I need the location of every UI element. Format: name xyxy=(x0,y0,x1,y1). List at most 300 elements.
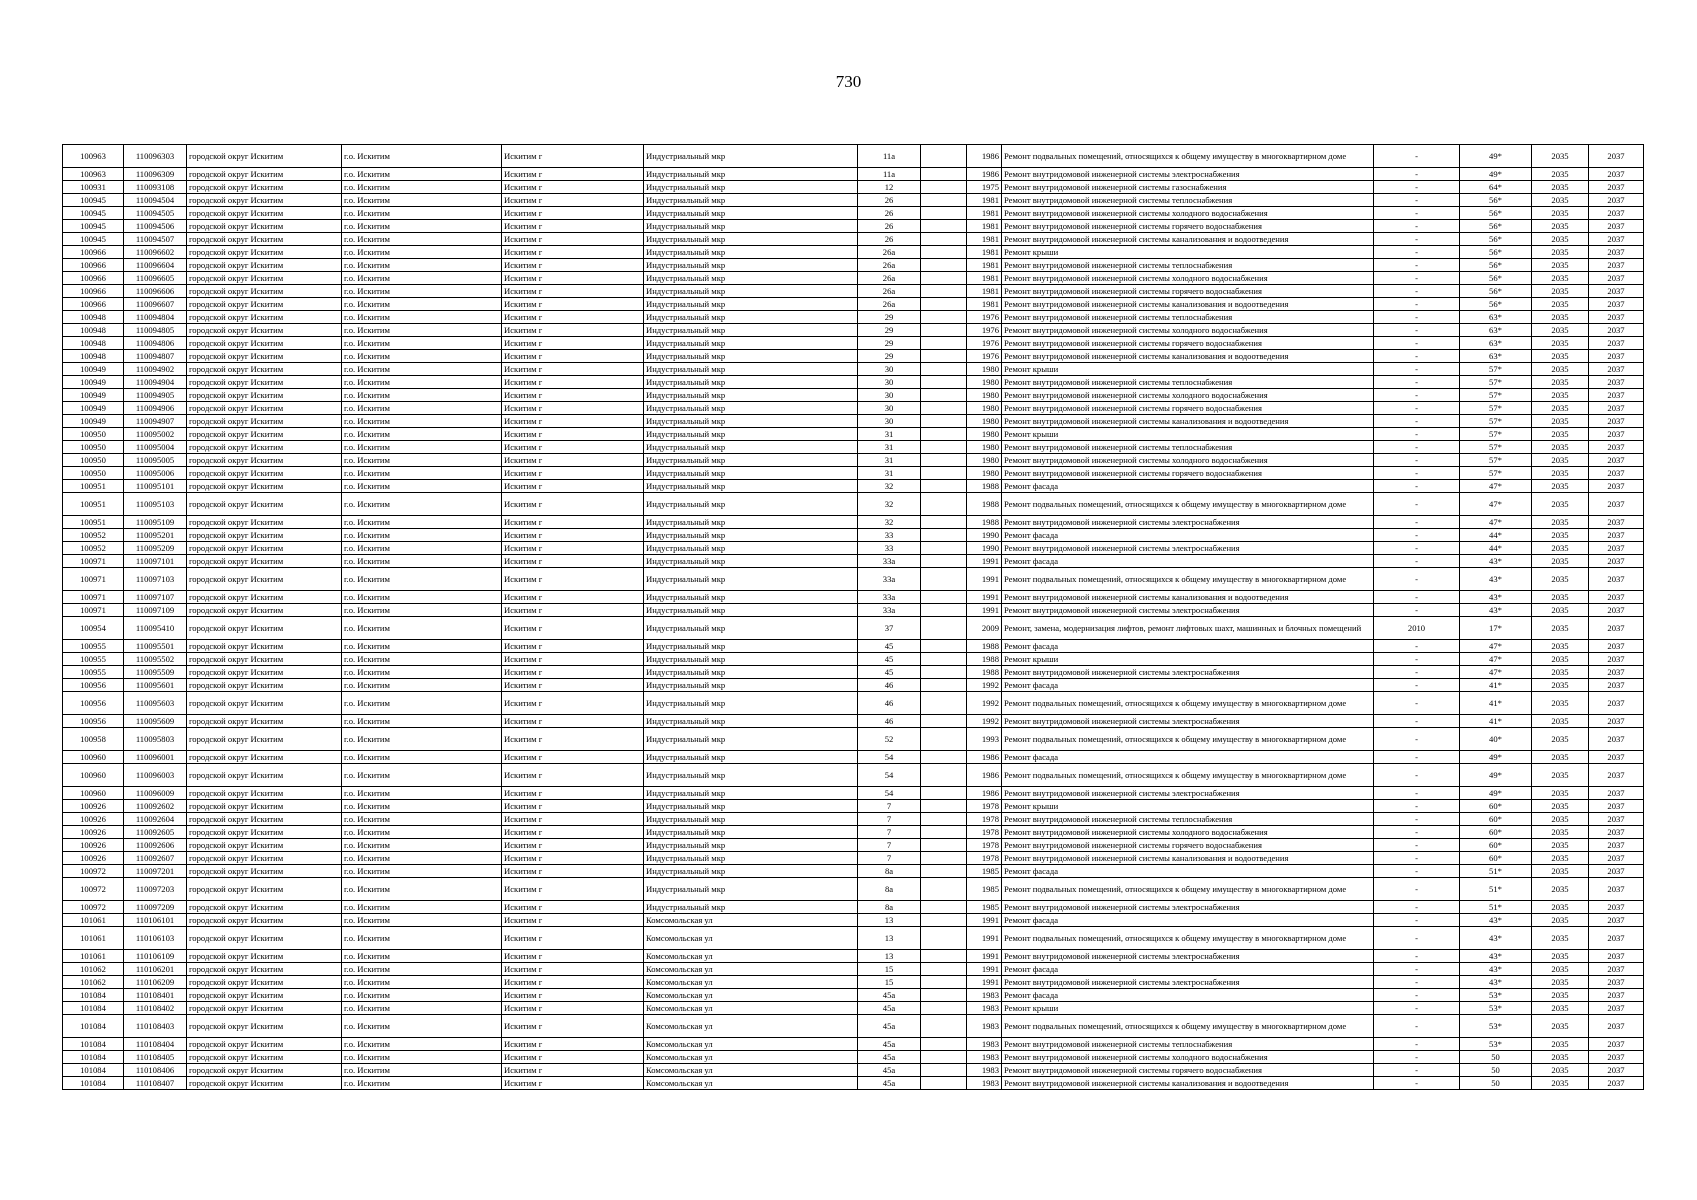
house-number-cell: 13 xyxy=(858,927,921,950)
municipality-cell: г.о. Искитим xyxy=(342,246,502,259)
plan-start-cell: 2035 xyxy=(1532,233,1589,246)
house-id-cell: 100951 xyxy=(63,516,124,529)
wear-cell: 57* xyxy=(1460,376,1532,389)
work-id-cell: 110095803 xyxy=(124,728,187,751)
municipality-cell: г.о. Искитим xyxy=(342,653,502,666)
table-row xyxy=(63,467,1644,480)
building-cell xyxy=(921,389,967,402)
municipality-cell: г.о. Искитим xyxy=(342,415,502,428)
plan-start-cell: 2035 xyxy=(1532,516,1589,529)
plan-end-cell: 2037 xyxy=(1589,715,1644,728)
plan-start-cell: 2035 xyxy=(1532,692,1589,715)
plan-start-cell: 2035 xyxy=(1532,441,1589,454)
municipality-cell: г.о. Искитим xyxy=(342,787,502,800)
table-row xyxy=(63,976,1644,989)
wear-cell: 53* xyxy=(1460,1015,1532,1038)
house-number-cell: 46 xyxy=(858,692,921,715)
work-id-cell: 110095502 xyxy=(124,653,187,666)
plan-start-cell: 2035 xyxy=(1532,728,1589,751)
wear-cell: 49* xyxy=(1460,168,1532,181)
work-id-cell: 110094506 xyxy=(124,220,187,233)
work-id-cell: 110108406 xyxy=(124,1064,187,1077)
building-cell xyxy=(921,1077,967,1090)
year-built-cell: 1991 xyxy=(967,568,1002,591)
year-built-cell: 1980 xyxy=(967,415,1002,428)
building-cell xyxy=(921,516,967,529)
building-cell xyxy=(921,337,967,350)
house-id-cell: 100958 xyxy=(63,728,124,751)
house-id-cell: 100945 xyxy=(63,207,124,220)
last-repair-year-cell: - xyxy=(1374,852,1460,865)
plan-end-cell: 2037 xyxy=(1589,617,1644,640)
municipality-cell: г.о. Искитим xyxy=(342,692,502,715)
work-id-cell: 110096003 xyxy=(124,764,187,787)
municipality-cell: г.о. Искитим xyxy=(342,852,502,865)
street-cell: Индустриальный мкр xyxy=(644,145,858,168)
work-id-cell: 110096602 xyxy=(124,246,187,259)
work-type-cell: Ремонт фасада xyxy=(1002,963,1374,976)
table-row xyxy=(63,653,1644,666)
settlement-cell: Искитим г xyxy=(502,493,644,516)
building-cell xyxy=(921,963,967,976)
plan-start-cell: 2035 xyxy=(1532,1077,1589,1090)
work-type-cell: Ремонт фасада xyxy=(1002,480,1374,493)
year-built-cell: 1988 xyxy=(967,493,1002,516)
street-cell: Комсомольская ул xyxy=(644,1077,858,1090)
district-cell: городской округ Искитим xyxy=(187,1077,342,1090)
plan-end-cell: 2037 xyxy=(1589,839,1644,852)
building-cell xyxy=(921,233,967,246)
work-type-cell: Ремонт внутридомовой инженерной системы горячего водоснабжения xyxy=(1002,402,1374,415)
last-repair-year-cell: 2010 xyxy=(1374,617,1460,640)
street-cell: Комсомольская ул xyxy=(644,1051,858,1064)
wear-cell: 43* xyxy=(1460,927,1532,950)
building-cell xyxy=(921,207,967,220)
district-cell: городской округ Искитим xyxy=(187,666,342,679)
house-id-cell: 101062 xyxy=(63,976,124,989)
last-repair-year-cell: - xyxy=(1374,337,1460,350)
district-cell: городской округ Искитим xyxy=(187,207,342,220)
street-cell: Индустриальный мкр xyxy=(644,181,858,194)
house-number-cell: 29 xyxy=(858,324,921,337)
street-cell: Индустриальный мкр xyxy=(644,516,858,529)
building-cell xyxy=(921,324,967,337)
year-built-cell: 1980 xyxy=(967,402,1002,415)
year-built-cell: 1986 xyxy=(967,764,1002,787)
table-row xyxy=(63,839,1644,852)
table-row xyxy=(63,311,1644,324)
plan-end-cell: 2037 xyxy=(1589,350,1644,363)
settlement-cell: Искитим г xyxy=(502,428,644,441)
building-cell xyxy=(921,568,967,591)
house-id-cell: 101084 xyxy=(63,1077,124,1090)
building-cell xyxy=(921,839,967,852)
wear-cell: 41* xyxy=(1460,692,1532,715)
work-type-cell: Ремонт подвальных помещений, относящихся к общему имуществу в многоквартирном доме xyxy=(1002,728,1374,751)
wear-cell: 57* xyxy=(1460,454,1532,467)
work-type-cell: Ремонт внутридомовой инженерной системы канализования и водоотведения xyxy=(1002,1077,1374,1090)
municipality-cell: г.о. Искитим xyxy=(342,389,502,402)
year-built-cell: 1980 xyxy=(967,376,1002,389)
table-row xyxy=(63,950,1644,963)
settlement-cell: Искитим г xyxy=(502,454,644,467)
year-built-cell: 1986 xyxy=(967,145,1002,168)
district-cell: городской округ Искитим xyxy=(187,259,342,272)
house-id-cell: 101061 xyxy=(63,927,124,950)
plan-end-cell: 2037 xyxy=(1589,441,1644,454)
wear-cell: 41* xyxy=(1460,715,1532,728)
municipality-cell: г.о. Искитим xyxy=(342,1077,502,1090)
house-id-cell: 100952 xyxy=(63,542,124,555)
municipality-cell: г.о. Искитим xyxy=(342,1002,502,1015)
table-row xyxy=(63,878,1644,901)
house-number-cell: 52 xyxy=(858,728,921,751)
building-cell xyxy=(921,480,967,493)
work-id-cell: 110094507 xyxy=(124,233,187,246)
work-type-cell: Ремонт внутридомовой инженерной системы холодного водоснабжения xyxy=(1002,324,1374,337)
work-id-cell: 110095004 xyxy=(124,441,187,454)
settlement-cell: Искитим г xyxy=(502,1002,644,1015)
plan-start-cell: 2035 xyxy=(1532,480,1589,493)
settlement-cell: Искитим г xyxy=(502,878,644,901)
plan-start-cell: 2035 xyxy=(1532,350,1589,363)
last-repair-year-cell: - xyxy=(1374,1064,1460,1077)
house-id-cell: 100956 xyxy=(63,692,124,715)
building-cell xyxy=(921,194,967,207)
street-cell: Индустриальный мкр xyxy=(644,826,858,839)
wear-cell: 57* xyxy=(1460,363,1532,376)
table-body xyxy=(63,145,1644,1090)
municipality-cell: г.о. Искитим xyxy=(342,542,502,555)
house-id-cell: 100950 xyxy=(63,467,124,480)
table-row xyxy=(63,363,1644,376)
last-repair-year-cell: - xyxy=(1374,640,1460,653)
street-cell: Индустриальный мкр xyxy=(644,454,858,467)
plan-start-cell: 2035 xyxy=(1532,145,1589,168)
year-built-cell: 1978 xyxy=(967,852,1002,865)
municipality-cell: г.о. Искитим xyxy=(342,679,502,692)
table-row xyxy=(63,168,1644,181)
last-repair-year-cell: - xyxy=(1374,350,1460,363)
building-cell xyxy=(921,350,967,363)
house-id-cell: 101061 xyxy=(63,950,124,963)
house-number-cell: 26 xyxy=(858,207,921,220)
house-id-cell: 100971 xyxy=(63,568,124,591)
work-type-cell: Ремонт внутридомовой инженерной системы электроснабжения xyxy=(1002,542,1374,555)
municipality-cell: г.о. Искитим xyxy=(342,1015,502,1038)
plan-start-cell: 2035 xyxy=(1532,604,1589,617)
wear-cell: 47* xyxy=(1460,480,1532,493)
house-id-cell: 101084 xyxy=(63,1064,124,1077)
street-cell: Индустриальный мкр xyxy=(644,568,858,591)
street-cell: Индустриальный мкр xyxy=(644,813,858,826)
settlement-cell: Искитим г xyxy=(502,324,644,337)
municipality-cell: г.о. Искитим xyxy=(342,298,502,311)
building-cell xyxy=(921,751,967,764)
street-cell: Индустриальный мкр xyxy=(644,363,858,376)
building-cell xyxy=(921,529,967,542)
district-cell: городской округ Искитим xyxy=(187,640,342,653)
municipality-cell: г.о. Искитим xyxy=(342,976,502,989)
plan-start-cell: 2035 xyxy=(1532,800,1589,813)
house-id-cell: 101084 xyxy=(63,1002,124,1015)
plan-start-cell: 2035 xyxy=(1532,363,1589,376)
house-id-cell: 100926 xyxy=(63,839,124,852)
house-number-cell: 13 xyxy=(858,914,921,927)
plan-start-cell: 2035 xyxy=(1532,1051,1589,1064)
year-built-cell: 1983 xyxy=(967,1002,1002,1015)
plan-end-cell: 2037 xyxy=(1589,337,1644,350)
plan-end-cell: 2037 xyxy=(1589,285,1644,298)
building-cell xyxy=(921,1002,967,1015)
settlement-cell: Искитим г xyxy=(502,555,644,568)
house-id-cell: 100948 xyxy=(63,350,124,363)
settlement-cell: Искитим г xyxy=(502,246,644,259)
district-cell: городской округ Искитим xyxy=(187,516,342,529)
year-built-cell: 1986 xyxy=(967,787,1002,800)
house-id-cell: 100966 xyxy=(63,246,124,259)
plan-end-cell: 2037 xyxy=(1589,728,1644,751)
work-id-cell: 110095609 xyxy=(124,715,187,728)
table-row xyxy=(63,259,1644,272)
street-cell: Индустриальный мкр xyxy=(644,220,858,233)
municipality-cell: г.о. Искитим xyxy=(342,259,502,272)
last-repair-year-cell: - xyxy=(1374,1002,1460,1015)
table-row xyxy=(63,1051,1644,1064)
district-cell: городской округ Искитим xyxy=(187,272,342,285)
settlement-cell: Искитим г xyxy=(502,168,644,181)
building-cell xyxy=(921,787,967,800)
house-id-cell: 100950 xyxy=(63,441,124,454)
plan-end-cell: 2037 xyxy=(1589,467,1644,480)
work-type-cell: Ремонт внутридомовой инженерной системы теплоснабжения xyxy=(1002,813,1374,826)
year-built-cell: 1991 xyxy=(967,927,1002,950)
street-cell: Индустриальный мкр xyxy=(644,467,858,480)
house-number-cell: 32 xyxy=(858,480,921,493)
plan-end-cell: 2037 xyxy=(1589,324,1644,337)
last-repair-year-cell: - xyxy=(1374,529,1460,542)
municipality-cell: г.о. Искитим xyxy=(342,591,502,604)
street-cell: Индустриальный мкр xyxy=(644,168,858,181)
year-built-cell: 1993 xyxy=(967,728,1002,751)
settlement-cell: Искитим г xyxy=(502,591,644,604)
house-number-cell: 8а xyxy=(858,878,921,901)
year-built-cell: 1988 xyxy=(967,653,1002,666)
district-cell: городской округ Искитим xyxy=(187,1002,342,1015)
work-type-cell: Ремонт внутридомовой инженерной системы электроснабжения xyxy=(1002,516,1374,529)
plan-start-cell: 2035 xyxy=(1532,1002,1589,1015)
work-type-cell: Ремонт крыши xyxy=(1002,1002,1374,1015)
building-cell xyxy=(921,764,967,787)
work-type-cell: Ремонт внутридомовой инженерной системы холодного водоснабжения xyxy=(1002,207,1374,220)
wear-cell: 50 xyxy=(1460,1064,1532,1077)
table-row xyxy=(63,220,1644,233)
district-cell: городской округ Искитим xyxy=(187,800,342,813)
building-cell xyxy=(921,989,967,1002)
house-id-cell: 100963 xyxy=(63,168,124,181)
settlement-cell: Искитим г xyxy=(502,194,644,207)
street-cell: Комсомольская ул xyxy=(644,1015,858,1038)
wear-cell: 47* xyxy=(1460,516,1532,529)
settlement-cell: Искитим г xyxy=(502,715,644,728)
work-id-cell: 110106109 xyxy=(124,950,187,963)
table-row xyxy=(63,480,1644,493)
building-cell xyxy=(921,272,967,285)
house-id-cell: 100955 xyxy=(63,653,124,666)
year-built-cell: 1980 xyxy=(967,454,1002,467)
year-built-cell: 1988 xyxy=(967,666,1002,679)
wear-cell: 53* xyxy=(1460,1002,1532,1015)
building-cell xyxy=(921,1051,967,1064)
year-built-cell: 1976 xyxy=(967,324,1002,337)
settlement-cell: Искитим г xyxy=(502,220,644,233)
table-row xyxy=(63,728,1644,751)
wear-cell: 50 xyxy=(1460,1077,1532,1090)
wear-cell: 53* xyxy=(1460,1038,1532,1051)
district-cell: городской округ Искитим xyxy=(187,914,342,927)
last-repair-year-cell: - xyxy=(1374,728,1460,751)
wear-cell: 57* xyxy=(1460,467,1532,480)
plan-end-cell: 2037 xyxy=(1589,298,1644,311)
table-row xyxy=(63,604,1644,617)
work-type-cell: Ремонт крыши xyxy=(1002,246,1374,259)
municipality-cell: г.о. Искитим xyxy=(342,751,502,764)
street-cell: Комсомольская ул xyxy=(644,989,858,1002)
work-id-cell: 110095410 xyxy=(124,617,187,640)
work-id-cell: 110092606 xyxy=(124,839,187,852)
house-number-cell: 7 xyxy=(858,839,921,852)
plan-end-cell: 2037 xyxy=(1589,376,1644,389)
year-built-cell: 1981 xyxy=(967,233,1002,246)
plan-end-cell: 2037 xyxy=(1589,976,1644,989)
table-row xyxy=(63,666,1644,679)
house-number-cell: 13 xyxy=(858,950,921,963)
district-cell: городской округ Искитим xyxy=(187,839,342,852)
settlement-cell: Искитим г xyxy=(502,839,644,852)
street-cell: Индустриальный мкр xyxy=(644,640,858,653)
house-number-cell: 45 xyxy=(858,653,921,666)
house-number-cell: 54 xyxy=(858,751,921,764)
last-repair-year-cell: - xyxy=(1374,787,1460,800)
street-cell: Индустриальный мкр xyxy=(644,715,858,728)
table-row xyxy=(63,679,1644,692)
building-cell xyxy=(921,1015,967,1038)
settlement-cell: Искитим г xyxy=(502,692,644,715)
district-cell: городской округ Искитим xyxy=(187,428,342,441)
last-repair-year-cell: - xyxy=(1374,692,1460,715)
plan-end-cell: 2037 xyxy=(1589,666,1644,679)
table-row xyxy=(63,591,1644,604)
district-cell: городской округ Искитим xyxy=(187,285,342,298)
wear-cell: 49* xyxy=(1460,145,1532,168)
building-cell xyxy=(921,617,967,640)
house-id-cell: 100971 xyxy=(63,604,124,617)
building-cell xyxy=(921,878,967,901)
last-repair-year-cell: - xyxy=(1374,298,1460,311)
table-row xyxy=(63,272,1644,285)
street-cell: Индустриальный мкр xyxy=(644,555,858,568)
house-number-cell: 32 xyxy=(858,516,921,529)
municipality-cell: г.о. Искитим xyxy=(342,285,502,298)
year-built-cell: 1980 xyxy=(967,389,1002,402)
work-id-cell: 110094804 xyxy=(124,311,187,324)
wear-cell: 60* xyxy=(1460,852,1532,865)
work-type-cell: Ремонт внутридомовой инженерной системы теплоснабжения xyxy=(1002,1038,1374,1051)
municipality-cell: г.о. Искитим xyxy=(342,145,502,168)
work-id-cell: 110094904 xyxy=(124,376,187,389)
work-type-cell: Ремонт, замена, модернизация лифтов, ремонт лифтовых шахт, машинных и блочных помещений xyxy=(1002,617,1374,640)
last-repair-year-cell: - xyxy=(1374,233,1460,246)
work-id-cell: 110094906 xyxy=(124,402,187,415)
work-type-cell: Ремонт крыши xyxy=(1002,800,1374,813)
plan-start-cell: 2035 xyxy=(1532,989,1589,1002)
plan-end-cell: 2037 xyxy=(1589,272,1644,285)
district-cell: городской округ Искитим xyxy=(187,617,342,640)
street-cell: Индустриальный мкр xyxy=(644,764,858,787)
year-built-cell: 1983 xyxy=(967,1051,1002,1064)
street-cell: Индустриальный мкр xyxy=(644,402,858,415)
plan-start-cell: 2035 xyxy=(1532,901,1589,914)
settlement-cell: Искитим г xyxy=(502,927,644,950)
plan-end-cell: 2037 xyxy=(1589,813,1644,826)
plan-end-cell: 2037 xyxy=(1589,1002,1644,1015)
district-cell: городской округ Искитим xyxy=(187,311,342,324)
table-row xyxy=(63,194,1644,207)
street-cell: Индустриальный мкр xyxy=(644,441,858,454)
work-type-cell: Ремонт внутридомовой инженерной системы электроснабжения xyxy=(1002,604,1374,617)
building-cell xyxy=(921,950,967,963)
municipality-cell: г.о. Искитим xyxy=(342,914,502,927)
plan-end-cell: 2037 xyxy=(1589,989,1644,1002)
street-cell: Индустриальный мкр xyxy=(644,728,858,751)
house-id-cell: 101084 xyxy=(63,1015,124,1038)
street-cell: Индустриальный мкр xyxy=(644,415,858,428)
street-cell: Индустриальный мкр xyxy=(644,285,858,298)
work-id-cell: 110097203 xyxy=(124,878,187,901)
wear-cell: 56* xyxy=(1460,207,1532,220)
wear-cell: 57* xyxy=(1460,415,1532,428)
table-row xyxy=(63,963,1644,976)
street-cell: Комсомольская ул xyxy=(644,914,858,927)
house-id-cell: 100954 xyxy=(63,617,124,640)
plan-start-cell: 2035 xyxy=(1532,852,1589,865)
house-id-cell: 100956 xyxy=(63,715,124,728)
district-cell: городской округ Искитим xyxy=(187,542,342,555)
house-id-cell: 101061 xyxy=(63,914,124,927)
street-cell: Индустриальный мкр xyxy=(644,259,858,272)
house-number-cell: 11а xyxy=(858,168,921,181)
year-built-cell: 1981 xyxy=(967,259,1002,272)
plan-end-cell: 2037 xyxy=(1589,363,1644,376)
district-cell: городской округ Искитим xyxy=(187,233,342,246)
plan-end-cell: 2037 xyxy=(1589,604,1644,617)
building-cell xyxy=(921,454,967,467)
district-cell: городской округ Искитим xyxy=(187,692,342,715)
work-id-cell: 110092602 xyxy=(124,800,187,813)
work-type-cell: Ремонт внутридомовой инженерной системы канализования и водоотведения xyxy=(1002,298,1374,311)
last-repair-year-cell: - xyxy=(1374,963,1460,976)
house-number-cell: 26а xyxy=(858,285,921,298)
municipality-cell: г.о. Искитим xyxy=(342,1064,502,1077)
building-cell xyxy=(921,402,967,415)
work-id-cell: 110094807 xyxy=(124,350,187,363)
table-row xyxy=(63,1015,1644,1038)
wear-cell: 57* xyxy=(1460,389,1532,402)
building-cell xyxy=(921,826,967,839)
house-number-cell: 45 xyxy=(858,666,921,679)
plan-start-cell: 2035 xyxy=(1532,181,1589,194)
building-cell xyxy=(921,604,967,617)
